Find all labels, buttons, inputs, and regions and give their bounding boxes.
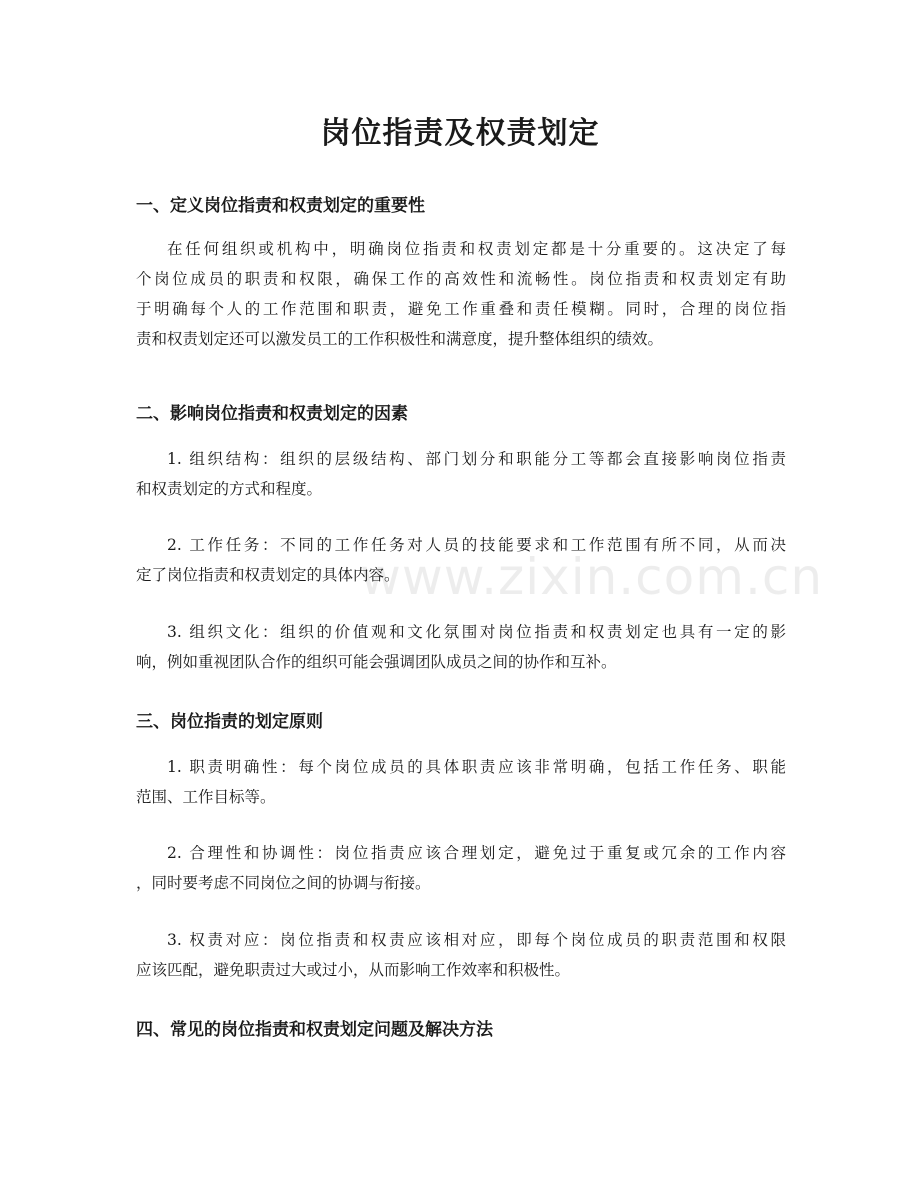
watermark-text: www.zixin.com.cn: [360, 548, 824, 606]
paragraph-line: 3. 权责对应：岗位指责和权责应该相对应，即每个岗位成员的职责范围和权限: [167, 931, 786, 949]
paragraph-line: ，同时要考虑不同岗位之间的协调与衔接。: [136, 874, 431, 892]
paragraph-line: 在任何组织或机构中，明确岗位指责和权责划定都是十分重要的。这决定了每: [167, 240, 786, 258]
document-title: 岗位指责及权责划定: [320, 116, 600, 151]
section-2-item-3: [136, 617, 786, 677]
section-heading-2: 二、影响岗位指责和权责划定的因素: [136, 404, 408, 424]
paragraph-line: 和权责划定的方式和程度。: [136, 480, 323, 498]
paragraph-line: 2. 工作任务：不同的工作任务对人员的技能要求和工作范围有所不同，从而决: [167, 536, 786, 554]
paragraph-line: 响，例如重视团队合作的组织可能会强调团队成员之间的协作和互补。: [136, 653, 617, 671]
paragraph-line: 应该匹配，避免职责过大或过小，从而影响工作效率和积极性。: [136, 961, 571, 979]
section-heading-4: 四、常见的岗位指责和权责划定问题及解决方法: [136, 1020, 493, 1040]
section-3-item-2: [136, 838, 786, 898]
section-2-item-2: [136, 530, 786, 590]
section-heading-1: 一、定义岗位指责和权责划定的重要性: [136, 196, 425, 216]
paragraph-line: 1. 组织结构：组织的层级结构、部门划分和职能分工等都会直接影响岗位指责: [167, 450, 786, 468]
section-2-item-1: [136, 444, 786, 504]
paragraph-line: 个岗位成员的职责和权限，确保工作的高效性和流畅性。岗位指责和权责划定有助: [136, 270, 786, 288]
paragraph-line: 定了岗位指责和权责划定的具体内容。: [136, 566, 400, 584]
paragraph-line: 范围、工作目标等。: [136, 788, 276, 806]
paragraph-line: 责和权责划定还可以激发员工的工作积极性和满意度，提升整体组织的绩效。: [136, 330, 664, 348]
section-3-item-3: [136, 925, 786, 985]
paragraph-line: 3. 组织文化：组织的价值观和文化氛围对岗位指责和权责划定也具有一定的影: [167, 623, 786, 641]
paragraph-line: 2. 合理性和协调性：岗位指责应该合理划定，避免过于重复或冗余的工作内容: [167, 844, 786, 862]
paragraph-line: 于明确每个人的工作范围和职责，避免工作重叠和责任模糊。同时，合理的岗位指: [136, 300, 786, 318]
section-1-paragraph-1: [136, 234, 786, 354]
paragraph-line: 1. 职责明确性：每个岗位成员的具体职责应该非常明确，包括工作任务、职能: [167, 758, 786, 776]
section-3-item-1: [136, 752, 786, 812]
section-heading-3: 三、岗位指责的划定原则: [136, 712, 323, 732]
